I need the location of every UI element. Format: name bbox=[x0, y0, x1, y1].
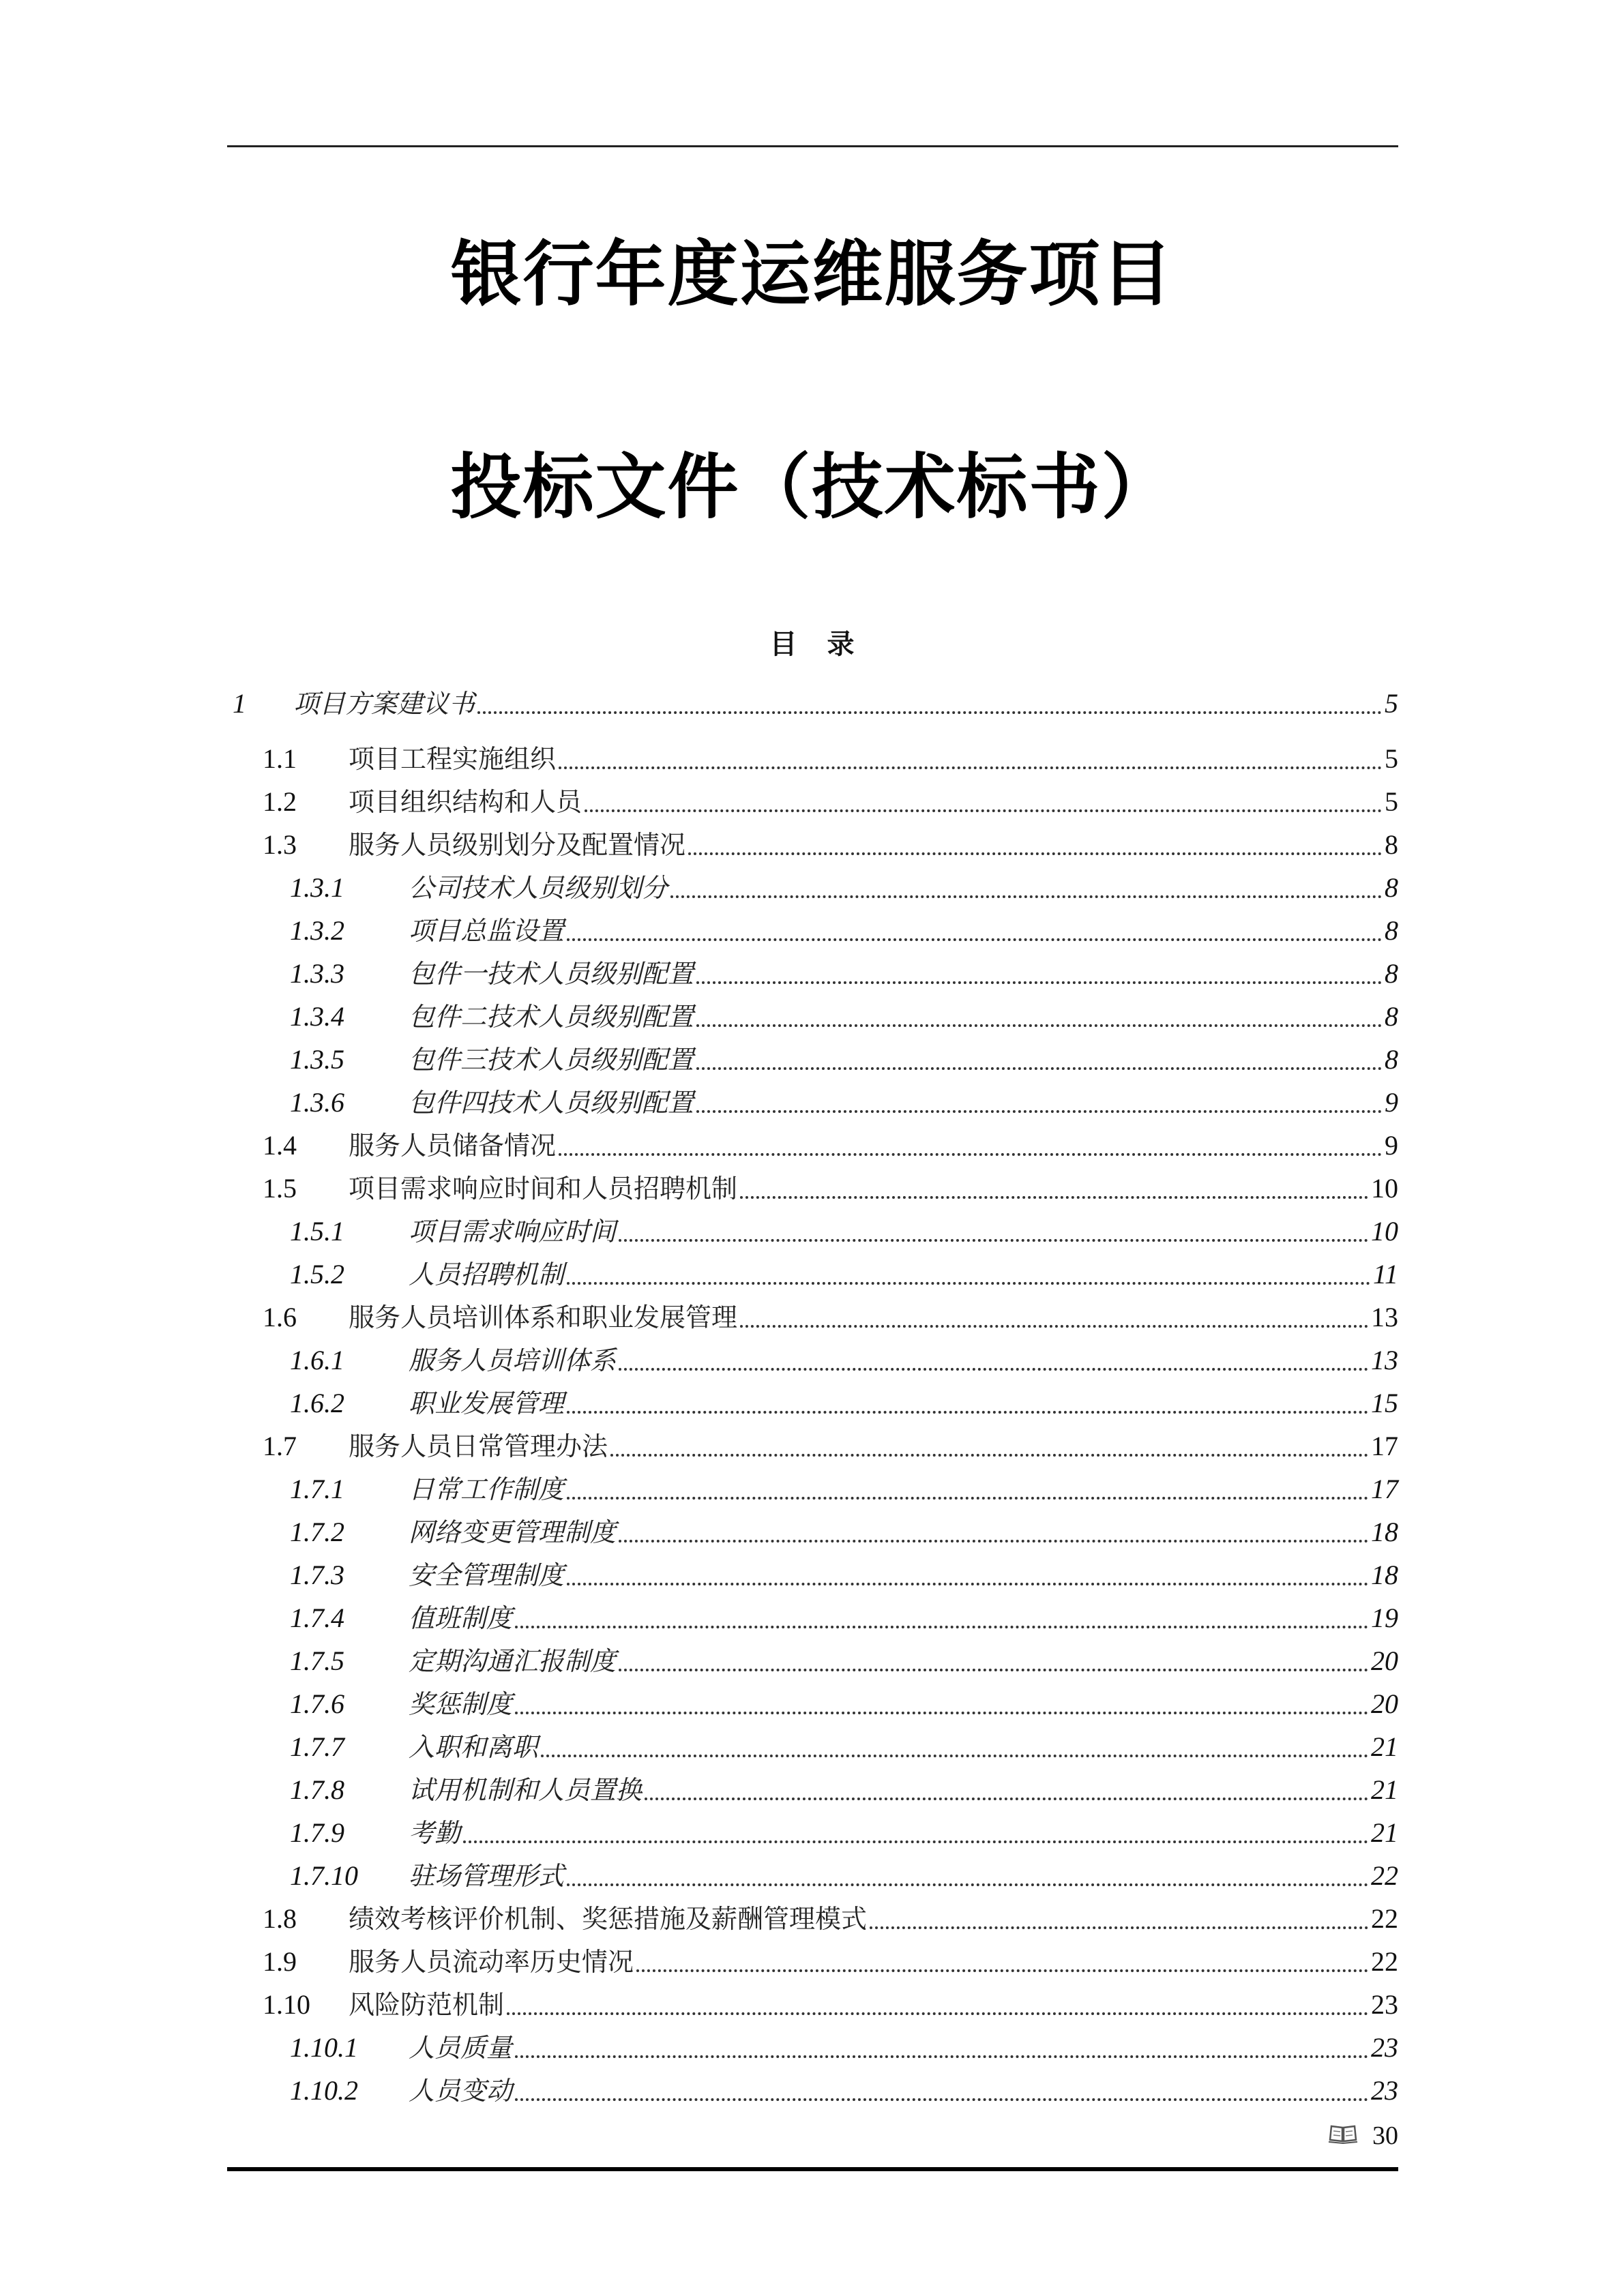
toc-entry-number: 1.3.2 bbox=[290, 915, 344, 946]
toc-entry[interactable] bbox=[227, 1770, 1398, 1813]
toc-leader-dots bbox=[619, 1239, 1368, 1242]
toc-leader-dots bbox=[515, 1712, 1368, 1714]
toc-entry-line bbox=[409, 1602, 1398, 1634]
toc-leader-dots bbox=[567, 1883, 1368, 1886]
toc-entry-title[interactable]: 项目总监设置 bbox=[409, 916, 565, 946]
toc-entry-number: 1.8 bbox=[263, 1903, 297, 1934]
toc-leader-dots bbox=[541, 1755, 1368, 1757]
toc-entry-number: 1.3.4 bbox=[290, 1001, 344, 1032]
toc-entry-page: 8 bbox=[1385, 915, 1398, 946]
toc-entry-line bbox=[409, 1345, 1398, 1376]
toc-entry-title[interactable]: 项目方案建议书 bbox=[293, 689, 475, 719]
toc-entry-number: 1.7.5 bbox=[290, 1645, 344, 1676]
toc-leader-dots bbox=[696, 1110, 1382, 1113]
toc-leader-dots bbox=[740, 1196, 1368, 1199]
toc-entry-line bbox=[409, 1044, 1398, 1075]
toc-entry-title[interactable]: 服务人员日常管理办法 bbox=[349, 1431, 608, 1461]
toc-entry-page: 9 bbox=[1385, 1087, 1398, 1118]
toc-entry-page: 22 bbox=[1371, 1946, 1398, 1977]
toc-entry[interactable] bbox=[227, 1211, 1398, 1254]
toc-entry[interactable] bbox=[227, 1254, 1398, 1297]
toc-entry-number: 1.7 bbox=[263, 1431, 297, 1461]
toc-leader-dots bbox=[636, 1969, 1368, 1972]
toc-entry-title[interactable]: 职业发展管理 bbox=[409, 1388, 565, 1418]
toc-leader-dots bbox=[567, 1497, 1368, 1500]
toc-entry-page: 17 bbox=[1371, 1474, 1398, 1504]
toc-leader-dots bbox=[567, 1583, 1368, 1585]
toc-entry[interactable] bbox=[227, 1898, 1398, 1941]
toc-entry-title[interactable]: 服务人员储备情况 bbox=[349, 1131, 557, 1161]
toc-entry-page: 10 bbox=[1371, 1173, 1398, 1204]
toc-leader-dots bbox=[507, 2012, 1368, 2015]
toc-entry-number: 1.10 bbox=[263, 1989, 310, 2020]
toc-entry-title[interactable]: 服务人员培训体系 bbox=[409, 1345, 617, 1375]
toc-entry-page: 5 bbox=[1385, 743, 1398, 774]
toc-entry[interactable] bbox=[227, 1426, 1398, 1469]
toc-entry-title[interactable]: 人员质量 bbox=[409, 2033, 513, 2063]
toc-entry-page: 5 bbox=[1385, 786, 1398, 817]
toc-entry-number: 1.7.2 bbox=[290, 1517, 344, 1547]
toc-entry-title[interactable]: 包件三技术人员级别配置 bbox=[409, 1045, 694, 1075]
toc-entry[interactable] bbox=[227, 1727, 1398, 1770]
toc-entry-number: 1.10.2 bbox=[290, 2075, 358, 2106]
toc-entry[interactable] bbox=[227, 1555, 1398, 1598]
toc-entry-line bbox=[409, 2075, 1398, 2106]
toc-entry-page: 13 bbox=[1371, 1302, 1398, 1332]
toc-entry-number: 1.3.6 bbox=[290, 1087, 344, 1118]
toc-entry[interactable] bbox=[227, 1082, 1398, 1125]
toc-entry-title[interactable]: 服务人员培训体系和职业发展管理 bbox=[349, 1302, 738, 1332]
toc-entry-page: 8 bbox=[1385, 958, 1398, 989]
toc-entry-number: 1.7.3 bbox=[290, 1560, 344, 1590]
toc-entry-line bbox=[409, 958, 1398, 989]
toc-leader-dots bbox=[567, 938, 1382, 941]
toc-entry[interactable] bbox=[227, 1684, 1398, 1727]
toc-entry-line bbox=[349, 1173, 1398, 1204]
toc-leader-dots bbox=[585, 809, 1382, 812]
toc-entry-number: 1.3.3 bbox=[290, 958, 344, 989]
toc-entry[interactable] bbox=[227, 679, 1398, 726]
toc-entry-line bbox=[349, 1302, 1398, 1333]
toc-entry-page: 9 bbox=[1385, 1130, 1398, 1161]
toc-leader-dots bbox=[559, 1153, 1382, 1156]
toc-entry-line bbox=[409, 1860, 1398, 1892]
toc-entry-title[interactable]: 日常工作制度 bbox=[409, 1474, 565, 1504]
toc-entry[interactable] bbox=[227, 1039, 1398, 1082]
toc-entry-number: 1.6.1 bbox=[290, 1345, 344, 1375]
toc-entry-title[interactable]: 项目组织结构和人员 bbox=[349, 787, 582, 817]
toc-leader-dots bbox=[515, 2098, 1368, 2101]
toc-entry-page: 19 bbox=[1371, 1602, 1398, 1633]
open-book-icon bbox=[1327, 2121, 1359, 2151]
toc-entry-page: 8 bbox=[1385, 1001, 1398, 1032]
toc-leader-dots bbox=[567, 1282, 1370, 1285]
toc-entry-title[interactable]: 项目需求响应时间 bbox=[409, 1217, 617, 1247]
toc-entry-title[interactable]: 公司技术人员级别划分 bbox=[409, 873, 668, 903]
toc-entry-title[interactable]: 绩效考核评价机制、奖惩措施及薪酬管理模式 bbox=[349, 1904, 868, 1934]
toc-entry-line bbox=[409, 2032, 1398, 2063]
toc-entry[interactable] bbox=[227, 1641, 1398, 1684]
toc-entry-line bbox=[409, 1388, 1398, 1419]
toc-entry-title[interactable]: 网络变更管理制度 bbox=[409, 1517, 617, 1547]
toc-entry-number: 1.5.1 bbox=[290, 1216, 344, 1247]
toc-leader-dots bbox=[567, 1411, 1368, 1414]
toc-entry-number: 1.2 bbox=[263, 786, 297, 817]
toc-entry-line bbox=[409, 1645, 1398, 1677]
toc-leader-dots bbox=[688, 852, 1382, 855]
toc-entry-title[interactable]: 定期沟通汇报制度 bbox=[409, 1646, 617, 1676]
toc-entry-number: 1.5 bbox=[263, 1173, 297, 1204]
toc-entry[interactable] bbox=[227, 867, 1398, 910]
toc-entry-page: 23 bbox=[1371, 2075, 1398, 2106]
toc-entry-number: 1.10.1 bbox=[290, 2032, 358, 2063]
toc-entry[interactable] bbox=[227, 1941, 1398, 1984]
toc-entry-page: 13 bbox=[1371, 1345, 1398, 1375]
toc-entry-title[interactable]: 入职和离职 bbox=[409, 1732, 539, 1762]
toc-entry[interactable] bbox=[227, 1598, 1398, 1641]
toc-entry[interactable] bbox=[227, 1813, 1398, 1855]
toc-entry-page: 20 bbox=[1371, 1645, 1398, 1676]
toc-leader-dots bbox=[670, 895, 1382, 898]
page-footer bbox=[1327, 2121, 1398, 2151]
toc-entry[interactable] bbox=[227, 739, 1398, 781]
toc-entry-number: 1.6.2 bbox=[290, 1388, 344, 1418]
toc-entry[interactable] bbox=[227, 1125, 1398, 1168]
toc-entry-number: 1.7.1 bbox=[290, 1474, 344, 1504]
toc-entry-title[interactable]: 奖惩制度 bbox=[409, 1689, 513, 1719]
toc-entry[interactable] bbox=[227, 953, 1398, 996]
toc-entry[interactable] bbox=[227, 2027, 1398, 2070]
toc-entry-title[interactable]: 项目需求响应时间和人员招聘机制 bbox=[349, 1174, 738, 1204]
toc-leader-dots bbox=[559, 766, 1382, 769]
toc-entry-number: 1.3.5 bbox=[290, 1044, 344, 1075]
toc-leader-dots bbox=[463, 1840, 1368, 1843]
toc-entry-line bbox=[409, 1517, 1398, 1548]
toc-entry[interactable] bbox=[227, 996, 1398, 1039]
toc-entry-title[interactable]: 项目工程实施组织 bbox=[349, 744, 557, 774]
toc-entry-title[interactable]: 风险防范机制 bbox=[349, 1990, 505, 2020]
toc-entry-title[interactable]: 人员招聘机制 bbox=[409, 1259, 565, 1289]
header-rule bbox=[227, 145, 1398, 147]
toc-leader-dots bbox=[696, 1024, 1382, 1027]
toc-entry-title[interactable]: 包件二技术人员级别配置 bbox=[409, 1002, 694, 1032]
toc-entry-number: 1.4 bbox=[263, 1130, 297, 1161]
toc-entry-page: 23 bbox=[1371, 2032, 1398, 2063]
toc-entry-page: 8 bbox=[1385, 1044, 1398, 1075]
toc-entry-title[interactable]: 包件一技术人员级别配置 bbox=[409, 959, 694, 989]
toc-leader-dots bbox=[645, 1798, 1368, 1800]
toc-entry-number: 1.7.4 bbox=[290, 1602, 344, 1633]
toc-leader-dots bbox=[740, 1325, 1368, 1328]
toc-leader-dots bbox=[610, 1454, 1368, 1457]
toc-entry-line bbox=[349, 829, 1398, 861]
toc-entry-line bbox=[409, 915, 1398, 946]
toc-entry-title[interactable]: 安全管理制度 bbox=[409, 1560, 565, 1590]
toc-leader-dots bbox=[477, 711, 1382, 714]
toc-entry-page: 22 bbox=[1371, 1903, 1398, 1934]
toc-entry-line bbox=[409, 1259, 1398, 1290]
toc-leader-dots bbox=[696, 1067, 1382, 1070]
toc-entry-page: 21 bbox=[1371, 1731, 1398, 1762]
toc-entry-number: 1 bbox=[233, 688, 246, 719]
toc-entry-number: 1.6 bbox=[263, 1302, 297, 1332]
toc-entry-number: 1.1 bbox=[263, 743, 297, 774]
toc-leader-dots bbox=[515, 1626, 1368, 1628]
toc-entry-number: 1.3.1 bbox=[290, 872, 344, 903]
toc-entry-line bbox=[409, 1216, 1398, 1247]
toc-leader-dots bbox=[619, 1540, 1368, 1542]
toc-entry[interactable] bbox=[227, 910, 1398, 953]
toc-entry-line bbox=[293, 688, 1398, 719]
table-of-contents bbox=[227, 679, 1398, 2113]
toc-entry-page: 8 bbox=[1385, 872, 1398, 903]
footer-rule bbox=[227, 2167, 1398, 2171]
toc-entry-line bbox=[409, 1774, 1398, 1806]
toc-entry-page: 11 bbox=[1372, 1259, 1398, 1289]
toc-entry[interactable] bbox=[227, 1469, 1398, 1512]
toc-entry-page: 18 bbox=[1371, 1560, 1398, 1590]
toc-entry-title[interactable]: 驻场管理形式 bbox=[409, 1861, 565, 1891]
toc-entry-title[interactable]: 试用机制和人员置换 bbox=[409, 1775, 643, 1805]
toc-entry[interactable] bbox=[227, 1984, 1398, 2027]
toc-entry-line bbox=[349, 743, 1398, 775]
toc-entry-line bbox=[409, 1688, 1398, 1720]
toc-entry-page: 21 bbox=[1371, 1774, 1398, 1805]
toc-entry[interactable] bbox=[227, 1855, 1398, 1898]
toc-entry-line bbox=[409, 1087, 1398, 1118]
toc-leader-dots bbox=[619, 1669, 1368, 1671]
toc-entry-line bbox=[409, 1474, 1398, 1505]
toc-entry-number: 1.7.10 bbox=[290, 1860, 358, 1891]
toc-entry-page: 23 bbox=[1371, 1989, 1398, 2020]
toc-entry-number: 1.3 bbox=[263, 829, 297, 860]
toc-entry-line bbox=[349, 1903, 1398, 1935]
toc-entry-line bbox=[409, 872, 1398, 904]
toc-entry-line bbox=[349, 1431, 1398, 1462]
document-title: 银行年度运维服务项目 bbox=[450, 233, 1174, 316]
toc-entry-number: 1.7.7 bbox=[290, 1731, 344, 1762]
toc-entry-title[interactable]: 服务人员级别划分及配置情况 bbox=[349, 830, 686, 860]
toc-entry-number: 1.7.8 bbox=[290, 1774, 344, 1805]
toc-entry[interactable] bbox=[227, 781, 1398, 824]
toc-entry-number: 1.9 bbox=[263, 1946, 297, 1977]
toc-entry[interactable] bbox=[227, 1297, 1398, 1340]
toc-entry-line bbox=[349, 1130, 1398, 1161]
toc-entry-page: 8 bbox=[1385, 829, 1398, 860]
page-number: 30 bbox=[1372, 2121, 1398, 2150]
toc-leader-dots bbox=[619, 1368, 1368, 1371]
toc-entry-page: 17 bbox=[1371, 1431, 1398, 1461]
toc-entry-page: 15 bbox=[1371, 1388, 1398, 1418]
toc-entry-page: 21 bbox=[1371, 1817, 1398, 1848]
toc-entry-page: 20 bbox=[1371, 1688, 1398, 1719]
toc-entry-line bbox=[349, 786, 1398, 818]
toc-entry-line bbox=[349, 1946, 1398, 1978]
toc-entry-line bbox=[409, 1001, 1398, 1032]
toc-entry-page: 10 bbox=[1371, 1216, 1398, 1247]
toc-entry-title[interactable]: 值班制度 bbox=[409, 1603, 513, 1633]
toc-entry[interactable] bbox=[227, 1383, 1398, 1426]
toc-entry-title[interactable]: 服务人员流动率历史情况 bbox=[349, 1947, 634, 1977]
toc-entry-title[interactable]: 包件四技术人员级别配置 bbox=[409, 1088, 694, 1118]
toc-entry-number: 1.7.9 bbox=[290, 1817, 344, 1848]
toc-entry-page: 18 bbox=[1371, 1517, 1398, 1547]
toc-entry[interactable] bbox=[227, 1512, 1398, 1555]
toc-heading: 目 录 bbox=[769, 629, 855, 660]
toc-entry-line bbox=[409, 1817, 1398, 1849]
toc-entry-title[interactable]: 人员变动 bbox=[409, 2076, 513, 2106]
toc-entry-line bbox=[409, 1731, 1398, 1763]
toc-entry-number: 1.7.6 bbox=[290, 1688, 344, 1719]
toc-entry-title[interactable]: 考勤 bbox=[409, 1818, 461, 1848]
toc-leader-dots bbox=[696, 981, 1382, 984]
toc-entry-line bbox=[349, 1989, 1398, 2021]
toc-entry-page: 22 bbox=[1371, 1860, 1398, 1891]
toc-entry-line bbox=[409, 1560, 1398, 1591]
toc-leader-dots bbox=[870, 1926, 1368, 1929]
document-subtitle: 投标文件（技术标书） bbox=[450, 445, 1174, 528]
toc-entry[interactable] bbox=[227, 2070, 1398, 2113]
toc-leader-dots bbox=[515, 2055, 1368, 2058]
toc-entry[interactable] bbox=[227, 1340, 1398, 1383]
toc-entry-page: 5 bbox=[1385, 688, 1398, 719]
toc-entry[interactable] bbox=[227, 1168, 1398, 1211]
toc-entry-number: 1.5.2 bbox=[290, 1259, 344, 1289]
toc-entry[interactable] bbox=[227, 824, 1398, 867]
